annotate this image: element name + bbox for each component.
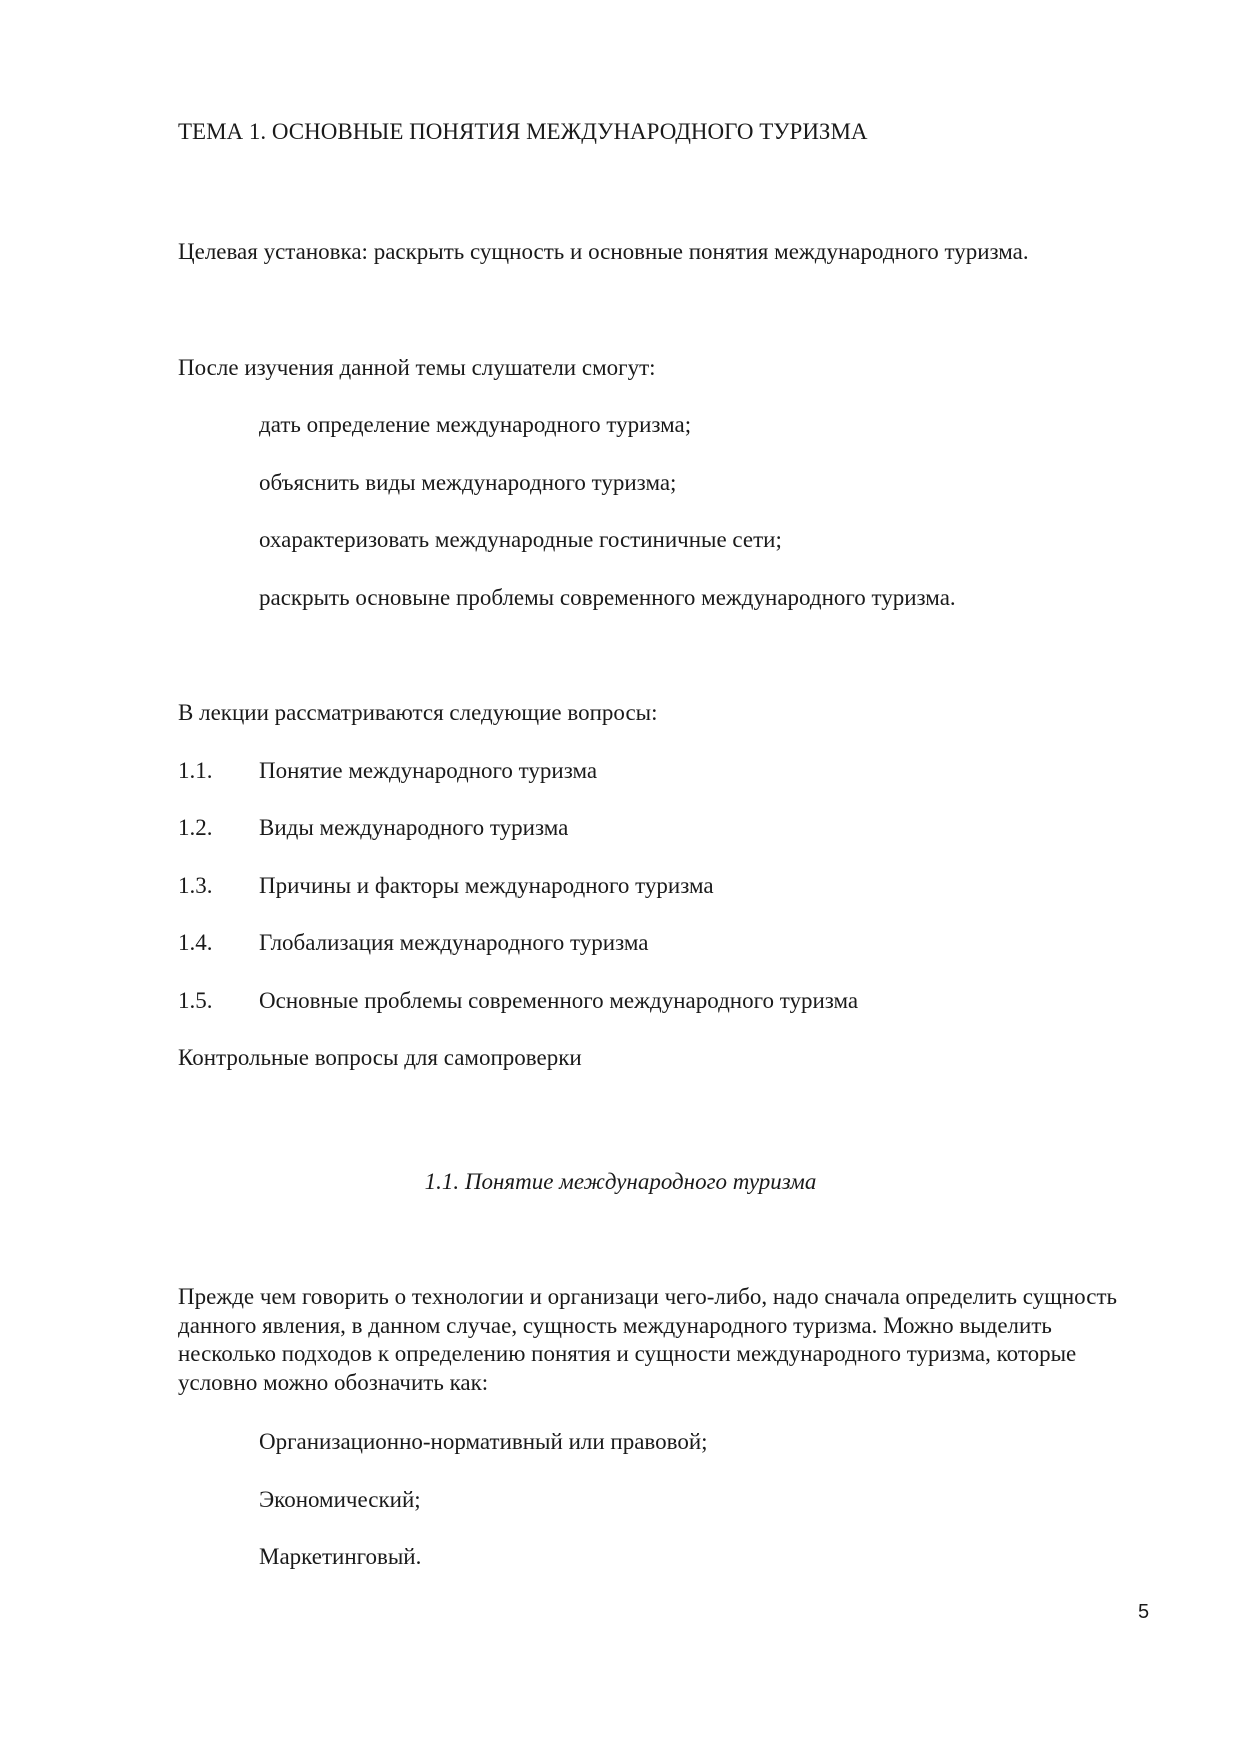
approach-item: Организационно-нормативный или правовой;: [259, 1429, 708, 1454]
outcomes-intro: После изучения данной темы слушатели смогут:: [178, 355, 656, 380]
question-text: Основные проблемы современного международного туризма: [259, 988, 859, 1013]
control-questions: Контрольные вопросы для самопроверки: [178, 1045, 582, 1070]
question-number: 1.5.: [178, 988, 213, 1013]
section-title: 1.1. Понятие международного туризма: [424, 1169, 817, 1194]
outcome-item: раскрыть основыне проблемы современного международного туризма.: [259, 585, 956, 610]
outcome-item: охарактеризовать международные гостиничные сети;: [259, 527, 782, 552]
question-text: Виды международного туризма: [259, 815, 569, 840]
approach-item: Маркетинговый.: [259, 1544, 422, 1569]
lecture-intro: В лекции рассматриваются следующие вопросы:: [178, 700, 658, 725]
question-number: 1.2.: [178, 815, 213, 840]
question-number: 1.1.: [178, 758, 213, 783]
question-text: Причины и факторы международного туризма: [259, 873, 714, 898]
approach-item: Экономический;: [259, 1487, 421, 1512]
goal-statement: Целевая установка: раскрыть сущность и основные понятия международного туризма.: [178, 239, 1029, 264]
page-title: ТЕМА 1. ОСНОВНЫЕ ПОНЯТИЯ МЕЖДУНАРОДНОГО ТУРИЗМА: [178, 119, 868, 144]
question-text: Глобализация международного туризма: [259, 930, 649, 955]
question-number: 1.4.: [178, 930, 213, 955]
question-text: Понятие международного туризма: [259, 758, 598, 783]
outcome-item: объяснить виды международного туризма;: [259, 470, 677, 495]
page-number: 5: [1138, 1601, 1150, 1623]
section-paragraph: Прежде чем говорить о технологии и организаци чего-либо, надо сначала определить сущность данного явления, в данном случае, сущность международного туризма. Можно выделить несколько подходов к определению понятия и сущности международного туризма, которые условно можно обозначить как:: [178, 1284, 1118, 1395]
outcome-item: дать определение международного туризма;: [259, 412, 692, 437]
question-number: 1.3.: [178, 873, 213, 898]
